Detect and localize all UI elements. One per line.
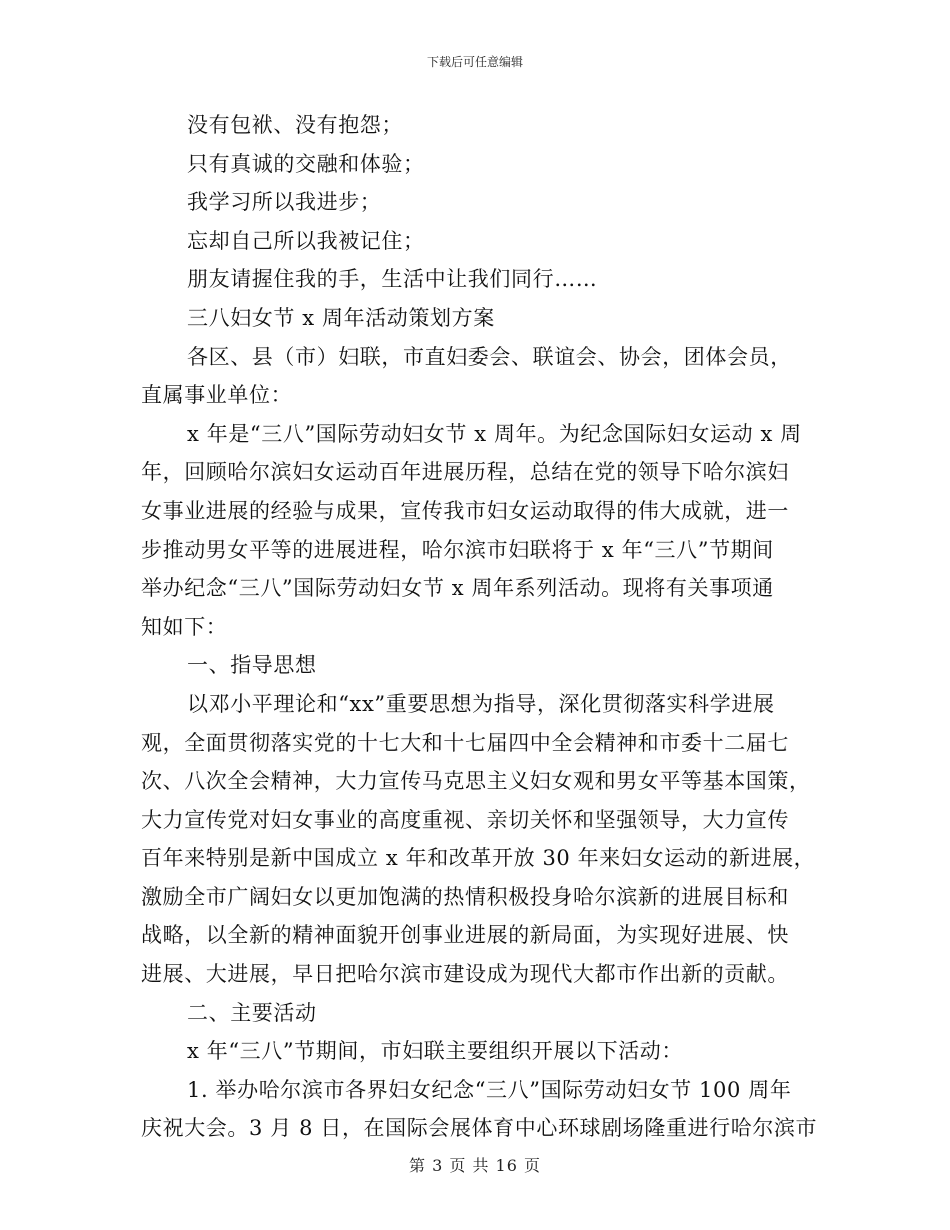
- activity-item-1-line-1: 1. 举办哈尔滨市各界妇女纪念“三八”国际劳动妇女节 100 周年: [187, 1077, 792, 1102]
- activity-item-1-line-2: 庆祝大会。3 月 8 日，在国际会展体育中心环球剧场隆重进行哈尔滨市: [141, 1116, 818, 1141]
- body-line-3: 我学习所以我进步；: [187, 190, 382, 215]
- guiding-line-1: 以邓小平理论和“xx”重要思想为指导，深化贯彻落实科学进展: [187, 691, 775, 716]
- notice-line-2: 年，回顾哈尔滨妇女运动百年进展历程，总结在党的领导下哈尔滨妇: [141, 460, 789, 485]
- heading-guiding-thought: 一、指导思想: [187, 653, 317, 678]
- notice-line-1: x 年是“三八”国际劳动妇女节 x 周年。为纪念国际妇女运动 x 周: [187, 421, 802, 446]
- notice-line-5: 举办纪念“三八”国际劳动妇女节 x 周年系列活动。现将有关事项通: [141, 576, 774, 601]
- addressee-line-1: 各区、县（市）妇联，市直妇委会、联谊会、协会，团体会员，: [187, 344, 792, 369]
- heading-main-activities: 二、主要活动: [187, 1000, 317, 1025]
- guiding-line-3: 次、八次全会精神，大力宣传马克思主义妇女观和男女平等基本国策，: [141, 769, 811, 794]
- notice-line-6: 知如下：: [141, 614, 228, 639]
- guiding-line-8: 进展、大进展，早日把哈尔滨市建设成为现代大都市作出新的贡献。: [141, 962, 789, 987]
- page-header: 下载后可任意编辑: [426, 55, 523, 69]
- guiding-line-4: 大力宣传党对妇女事业的高度重视、亲切关怀和坚强领导，大力宣传: [141, 807, 789, 832]
- body-line-5: 朋友请握住我的手，生活中让我们同行……: [187, 267, 598, 292]
- body-line-1: 没有包袱、没有抱怨；: [187, 113, 403, 137]
- notice-line-3: 女事业进展的经验与成果，宣传我市妇女运动取得的伟大成就，进一: [141, 498, 789, 523]
- guiding-line-7: 战略，以全新的精神面貌开创事业进展的新局面，为实现好进展、快: [141, 923, 789, 948]
- body-line-2: 只有真诚的交融和体验；: [187, 151, 425, 176]
- notice-line-4: 步推动男女平等的进展进程，哈尔滨市妇联将于 x 年“三八”节期间: [141, 537, 774, 562]
- page-footer: 第 3 页 共 16 页: [409, 1156, 541, 1175]
- section-title: 三八妇女节 x 周年活动策划方案: [187, 305, 495, 330]
- guiding-line-2: 观，全面贯彻落实党的十七大和十七届四中全会精神和市委十二届七: [141, 730, 789, 755]
- document-body: [141, 106, 818, 1148]
- guiding-line-5: 百年来特别是新中国成立 x 年和改革开放 30 年来妇女运动的新进展，: [141, 846, 816, 871]
- body-line-4: 忘却自己所以我被记住；: [187, 228, 425, 253]
- addressee-line-2: 直属事业单位：: [141, 383, 293, 408]
- guiding-line-6: 激励全市广阔妇女以更加饱满的热情积极投身哈尔滨新的进展目标和: [141, 884, 789, 909]
- activities-line-1: x 年“三八”节期间，市妇联主要组织开展以下活动：: [187, 1039, 683, 1064]
